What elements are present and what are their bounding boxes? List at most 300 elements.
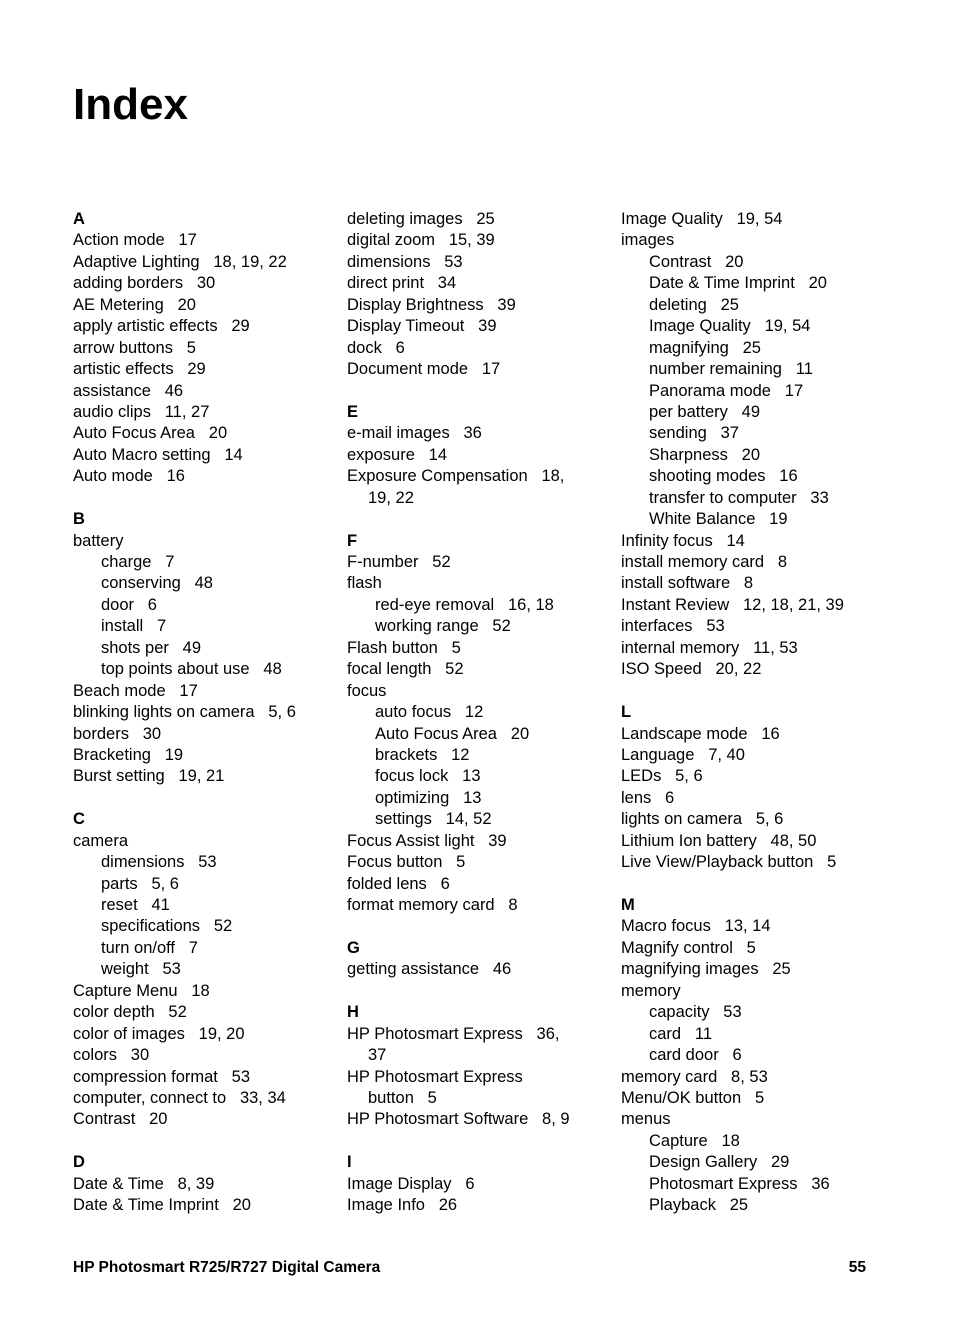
index-page-ref: 25: [729, 1196, 749, 1215]
index-term: Beach mode: [73, 681, 166, 700]
index-page-ref: 33, 34: [239, 1088, 286, 1107]
index-page-ref: 6: [440, 874, 450, 893]
index-page-ref: 49: [182, 638, 201, 657]
index-page-ref: 17: [784, 381, 804, 400]
index-entry: [621, 981, 883, 1002]
index-term: Contrast: [649, 252, 712, 271]
index-term: Image Display: [347, 1174, 452, 1193]
index-term: Lithium Ion battery: [621, 831, 757, 850]
index-entry: [621, 809, 883, 830]
index-entry: [73, 1067, 335, 1088]
index-term: Focus Assist light: [347, 831, 475, 850]
index-letter-heading: [347, 531, 609, 552]
index-subentry: [73, 938, 335, 959]
index-term: Capture: [649, 1131, 708, 1150]
index-page-ref: 5: [754, 1088, 765, 1107]
index-term: card door: [649, 1046, 719, 1065]
index-term: number remaining: [649, 360, 782, 379]
index-page-ref: 6: [147, 595, 157, 614]
index-term: camera: [73, 831, 129, 850]
page-title: Index: [73, 80, 188, 129]
index-page-ref: 33: [810, 488, 829, 507]
index-page-ref: 48: [263, 660, 282, 679]
index-entry: [621, 938, 883, 959]
index-page-ref: 20: [149, 1110, 168, 1129]
index-subentry: [621, 1045, 883, 1066]
index-subentry: [621, 466, 883, 487]
index-term: HP Photosmart Express: [347, 1067, 523, 1086]
index-term: shots per: [101, 638, 169, 657]
index-page-ref: 5, 6: [151, 874, 179, 893]
index-entry: [347, 831, 609, 852]
index-term: blinking lights on camera: [73, 703, 255, 722]
index-letter-heading: [347, 1002, 609, 1023]
index-term: 37: [368, 1046, 387, 1065]
index-entry-continuation: [347, 488, 609, 509]
index-page-ref: 19, 20: [198, 1024, 245, 1043]
index-term: L: [621, 703, 632, 722]
index-term: shooting modes: [649, 467, 766, 486]
index-page-ref: 20: [232, 1196, 251, 1215]
index-term: sending: [649, 424, 707, 443]
index-subentry: [73, 874, 335, 895]
index-term: E: [347, 402, 359, 421]
index-term: brackets: [375, 745, 438, 764]
index-entry-continuation: [347, 1045, 609, 1066]
index-entry: [73, 316, 335, 337]
index-column-3: [621, 209, 883, 1217]
index-entry: [73, 766, 335, 787]
index-page-ref: 11: [694, 1024, 713, 1043]
index-page-ref: 49: [741, 402, 760, 421]
index-page-ref: 30: [196, 274, 216, 293]
index-entry: [73, 1174, 335, 1195]
index-page-ref: 41: [151, 896, 170, 914]
index-term: B: [73, 510, 85, 529]
index-page-ref: 8, 9: [542, 1110, 570, 1129]
index-page-ref: 20: [808, 274, 827, 293]
index-entry: [347, 552, 609, 573]
index-entry: [73, 1002, 335, 1023]
index-term: Date & Time Imprint: [73, 1196, 219, 1215]
index-page-ref: 15, 39: [448, 231, 495, 250]
index-subentry: [621, 445, 883, 466]
index-subentry: [73, 852, 335, 873]
index-term: White Balance: [649, 510, 756, 529]
index-term: ISO Speed: [621, 660, 702, 679]
index-term: turn on/off: [101, 938, 176, 957]
index-term: colors: [73, 1046, 118, 1065]
index-subentry: [621, 1152, 883, 1173]
index-page-ref: 20: [510, 724, 530, 743]
index-page-ref: 11, 53: [753, 638, 798, 657]
index-entry: [73, 745, 335, 766]
index-entry: [347, 1024, 609, 1045]
index-page-ref: 46: [164, 381, 184, 400]
index-term: digital zoom: [347, 231, 436, 250]
index-entry: [621, 852, 883, 873]
index-subentry: [621, 423, 883, 444]
footer-page-number: 55: [848, 1259, 866, 1276]
index-subentry: [347, 616, 609, 637]
index-subentry: [621, 488, 883, 509]
index-term: Infinity focus: [621, 531, 713, 550]
index-term: internal memory: [621, 638, 740, 657]
index-term: adding borders: [73, 274, 184, 293]
index-page-ref: 7: [156, 617, 167, 636]
index-page-ref: 8, 53: [731, 1067, 768, 1086]
index-term: capacity: [649, 1003, 710, 1022]
page-footer: [73, 1259, 866, 1277]
index-entry: [347, 959, 609, 980]
index-entry: [347, 273, 609, 294]
index-term: Action mode: [73, 231, 165, 250]
index-page-ref: 14: [224, 445, 243, 464]
index-term: compression format: [73, 1067, 218, 1086]
index-term: Image Quality: [649, 317, 751, 336]
index-page-ref: 29: [231, 317, 250, 336]
index-page-ref: 53: [706, 617, 725, 636]
index-entry: [73, 1109, 335, 1130]
index-term: reset: [101, 896, 138, 914]
index-term: I: [347, 1153, 352, 1172]
index-page-ref: 11, 27: [164, 402, 210, 421]
index-entry: [621, 724, 883, 745]
index-page-ref: 5: [827, 853, 837, 872]
index-term: dimensions: [101, 853, 185, 872]
index-term: 19, 22: [368, 488, 414, 507]
index-term: G: [347, 938, 360, 957]
index-subentry: [621, 381, 883, 402]
index-page-ref: 18: [191, 981, 210, 1000]
index-entry: [621, 209, 883, 230]
index-term: install: [101, 617, 144, 636]
index-page-ref: 52: [213, 917, 233, 936]
index-page-ref: 29: [770, 1153, 790, 1172]
index-letter-heading: [73, 1152, 335, 1173]
index-letter-heading: [347, 938, 609, 959]
index-page-ref: 19: [769, 510, 788, 529]
index-term: exposure: [347, 445, 415, 464]
index-term: red-eye removal: [375, 595, 495, 614]
index-entry: [347, 423, 609, 444]
index-subentry: [621, 359, 883, 380]
index-page-ref: 7: [165, 553, 175, 571]
index-term: deleting: [649, 295, 707, 314]
index-term: HP Photosmart Software: [347, 1110, 529, 1129]
index-term: Display Timeout: [347, 317, 465, 336]
index-term: format memory card: [347, 896, 495, 914]
index-entry: [73, 1024, 335, 1045]
index-term: Live View/Playback button: [621, 853, 814, 872]
index-entry: [621, 831, 883, 852]
index-page-ref: 48, 50: [770, 831, 817, 850]
index-page-ref: 14: [428, 445, 448, 464]
blank-line: [347, 916, 609, 937]
index-entry: [347, 852, 609, 873]
index-term: Panorama mode: [649, 381, 771, 400]
index-page-ref: 7, 40: [708, 745, 745, 764]
index-page-ref: 7: [188, 938, 198, 957]
index-entry: [347, 466, 609, 487]
index-term: color of images: [73, 1024, 185, 1043]
index-entry: [73, 681, 335, 702]
index-page-ref: 5: [427, 1088, 437, 1107]
index-subentry: [621, 1131, 883, 1152]
index-page-ref: 17: [481, 360, 501, 379]
footer-product-name: HP Photosmart R725/R727 Digital Camera: [73, 1259, 381, 1276]
index-entry: [621, 788, 883, 809]
index-term: optimizing: [375, 788, 450, 807]
index-term: artistic effects: [73, 360, 174, 379]
index-page-ref: 19, 21: [178, 767, 225, 786]
index-page-ref: 16, 18: [507, 595, 554, 614]
index-subentry: [347, 724, 609, 745]
index-subentry: [73, 638, 335, 659]
index-entry: [347, 252, 609, 273]
index-page-ref: 53: [231, 1067, 251, 1086]
index-term: HP Photosmart Express: [347, 1024, 523, 1043]
index-page-ref: 30: [142, 724, 162, 743]
index-page-ref: 20: [741, 445, 761, 464]
index-term: install memory card: [621, 553, 765, 571]
index-page-ref: 13, 14: [724, 917, 771, 936]
index-term: assistance: [73, 381, 151, 400]
index-page-ref: 14, 52: [445, 810, 492, 829]
index-page-ref: 25: [772, 960, 791, 979]
index-term: specifications: [101, 917, 201, 936]
index-entry: [347, 659, 609, 680]
index-page-ref: 6: [395, 338, 405, 357]
index-term: focal length: [347, 660, 432, 679]
index-term: memory card: [621, 1067, 718, 1086]
index-page-ref: 5: [746, 938, 756, 957]
index-term: AE Metering: [73, 295, 164, 314]
index-term: D: [73, 1153, 85, 1172]
index-term: focus lock: [375, 767, 449, 786]
index-page-ref: 12: [464, 703, 484, 722]
index-page-ref: 14: [726, 531, 745, 550]
index-page-ref: 17: [178, 231, 197, 250]
index-term: card: [649, 1024, 682, 1043]
index-term: conserving: [101, 574, 181, 593]
index-page-ref: 29: [187, 360, 206, 379]
index-term: Image Quality: [621, 210, 723, 228]
index-term: weight: [101, 960, 149, 979]
index-term: Sharpness: [649, 445, 728, 464]
index-entry: [621, 659, 883, 680]
index-entry: [621, 573, 883, 594]
index-entry: [73, 1088, 335, 1109]
index-subentry: [73, 659, 335, 680]
blank-line: [621, 874, 883, 895]
index-entry-continuation: [347, 1088, 609, 1109]
index-entry: [347, 445, 609, 466]
index-term: LEDs: [621, 767, 662, 786]
index-page-ref: 5: [451, 638, 461, 657]
index-term: settings: [375, 810, 432, 829]
index-page-ref: 8: [743, 574, 754, 593]
index-page-ref: 5: [186, 338, 196, 357]
index-subentry: [73, 552, 335, 573]
index-entry: [347, 230, 609, 251]
blank-line: [347, 1131, 609, 1152]
index-entry: [73, 295, 335, 316]
index-page-ref: 53: [444, 252, 463, 271]
blank-line: [73, 788, 335, 809]
index-term: computer, connect to: [73, 1088, 227, 1107]
blank-line: [347, 509, 609, 530]
index-entry: [347, 638, 609, 659]
index-term: interfaces: [621, 617, 693, 636]
index-term: lens: [621, 788, 652, 807]
index-term: per battery: [649, 402, 728, 421]
index-subentry: [621, 509, 883, 530]
index-entry: [347, 1174, 609, 1195]
index-term: Date & Time: [73, 1174, 164, 1193]
index-term: install software: [621, 574, 731, 593]
index-term: Contrast: [73, 1110, 136, 1129]
index-page-ref: 16: [166, 467, 185, 486]
index-entry: [347, 1195, 609, 1216]
index-term: focus: [347, 681, 387, 700]
index-term: folded lens: [347, 874, 427, 893]
index-subentry: [621, 295, 883, 316]
index-page-ref: 20, 22: [715, 660, 762, 679]
index-entry: [621, 638, 883, 659]
index-page-ref: 8: [777, 553, 787, 571]
index-term: button: [368, 1088, 414, 1107]
index-letter-heading: [347, 1152, 609, 1173]
index-page-ref: 19, 54: [764, 317, 811, 336]
index-entry: [73, 423, 335, 444]
index-entry: [621, 766, 883, 787]
index-subentry: [73, 895, 335, 916]
index-page-ref: 53: [723, 1003, 742, 1022]
blank-line: [621, 681, 883, 702]
blank-line: [73, 488, 335, 509]
index-term: Language: [621, 745, 695, 764]
index-page-ref: 8: [508, 896, 518, 914]
index-term: Playback: [649, 1196, 716, 1215]
index-entry: [621, 959, 883, 980]
index-page-ref: 6: [465, 1174, 475, 1193]
index-page-ref: 34: [437, 274, 457, 293]
index-page-ref: 19: [164, 745, 184, 764]
index-term: magnifying: [649, 338, 729, 357]
index-letter-heading: [347, 402, 609, 423]
index-page-ref: 16: [779, 467, 798, 486]
index-page-ref: 12, 18, 21, 39: [742, 595, 844, 614]
index-term: lights on camera: [621, 810, 743, 829]
index-term: direct print: [347, 274, 425, 293]
index-letter-heading: [73, 809, 335, 830]
index-subentry: [73, 616, 335, 637]
index-term: Adaptive Lighting: [73, 252, 200, 271]
index-term: H: [347, 1003, 359, 1022]
index-subentry: [621, 1002, 883, 1023]
index-term: Magnify control: [621, 938, 733, 957]
index-term: Date & Time Imprint: [649, 274, 795, 293]
index-term: Focus button: [347, 853, 443, 872]
index-term: images: [621, 231, 675, 250]
index-page-ref: 18, 19, 22: [213, 252, 287, 271]
index-term: dimensions: [347, 252, 431, 271]
index-subentry: [621, 338, 883, 359]
index-page-ref: 39: [478, 317, 497, 336]
index-letter-heading: [73, 509, 335, 530]
index-subentry: [73, 959, 335, 980]
index-subentry: [73, 573, 335, 594]
index-entry: [73, 831, 335, 852]
index-term: borders: [73, 724, 129, 743]
index-page-ref: 52: [445, 660, 464, 679]
index-subentry: [347, 702, 609, 723]
index-entry: [347, 209, 609, 230]
index-page-ref: 12: [451, 745, 470, 764]
index-term: Landscape mode: [621, 724, 748, 743]
index-subentry: [73, 916, 335, 937]
index-term: Bracketing: [73, 745, 151, 764]
index-term: Document mode: [347, 360, 469, 379]
index-letter-heading: [73, 209, 335, 230]
index-term: Display Brightness: [347, 295, 484, 314]
index-page-ref: 46: [492, 960, 512, 979]
index-entry: [347, 338, 609, 359]
index-term: battery: [73, 531, 124, 550]
index-page-ref: 48: [194, 574, 213, 593]
blank-line: [347, 381, 609, 402]
index-subentry: [621, 316, 883, 337]
index-entry: [73, 702, 335, 723]
index-page-ref: 13: [462, 767, 481, 786]
index-entry: [621, 1088, 883, 1109]
blank-line: [73, 1131, 335, 1152]
index-term: magnifying images: [621, 960, 759, 979]
index-entry: [347, 295, 609, 316]
index-term: audio clips: [73, 402, 151, 421]
index-subentry: [621, 402, 883, 423]
index-term: working range: [375, 617, 479, 636]
index-page-ref: 8, 39: [177, 1174, 215, 1193]
index-page-ref: 18: [721, 1131, 740, 1150]
index-page-ref: 36,: [536, 1024, 560, 1043]
index-page-ref: 36: [463, 424, 482, 443]
index-term: M: [621, 896, 635, 914]
index-term: Auto Focus Area: [375, 724, 497, 743]
index-page-ref: 39: [488, 831, 507, 850]
index-entry: [73, 402, 335, 423]
index-term: color depth: [73, 1003, 155, 1022]
index-subentry: [347, 809, 609, 830]
index-column-1: [73, 209, 335, 1217]
index-page-ref: 39: [497, 295, 516, 314]
index-entry: [621, 531, 883, 552]
index-term: C: [73, 810, 85, 829]
index-page-ref: 18,: [541, 467, 565, 486]
index-term: apply artistic effects: [73, 317, 218, 336]
index-term: Exposure Compensation: [347, 467, 528, 486]
index-term: F-number: [347, 553, 419, 571]
index-term: door: [101, 595, 135, 614]
index-entry: [73, 724, 335, 745]
index-entry: [621, 616, 883, 637]
index-subentry: [347, 595, 609, 616]
index-entry: [621, 595, 883, 616]
index-subentry: [621, 273, 883, 294]
index-term: Design Gallery: [649, 1153, 758, 1172]
index-term: Menu/OK button: [621, 1088, 742, 1107]
